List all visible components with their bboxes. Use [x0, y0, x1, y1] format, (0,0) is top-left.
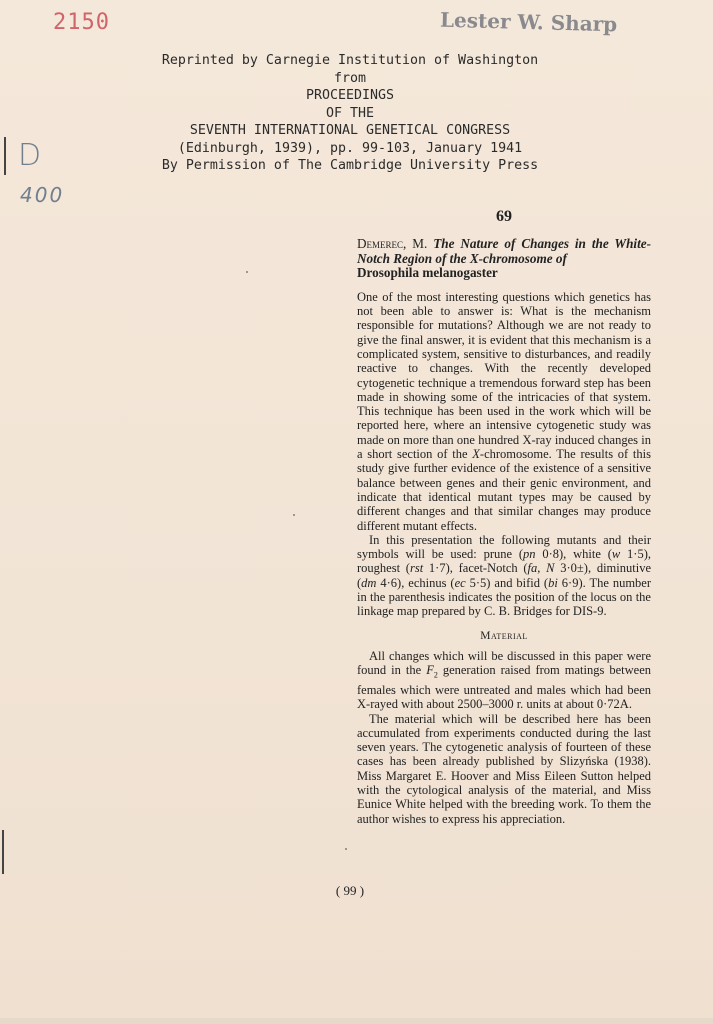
reprint-line: SEVENTH INTERNATIONAL GENETICAL CONGRESS	[189, 123, 511, 138]
owner-name-stamp: Lester W. Sharp	[439, 7, 618, 37]
reprint-notice	[130, 52, 570, 175]
handwritten-number: 400	[20, 183, 65, 207]
reprint-line: Reprinted by Carnegie Institution of Washington	[161, 53, 539, 68]
paragraph-material-2: The material which will be described here has been accumulated from experiments conducted during the last seven years. The cytogenetic analysis of fourteen of these cases has been already published by Slizyńska (1938). Miss Margaret E. Hoover and Miss Eileen Sutton helped with the cytological analysis of the material, and Miss Eunice White helped with the breeding work. To them the author wishes to express his appreciation.	[357, 711, 651, 826]
reprint-line: By Permission of The Cambridge University Press	[161, 158, 539, 173]
margin-mark	[4, 137, 6, 175]
catalog-number-stamp: 2150	[53, 10, 110, 35]
article-body	[357, 290, 651, 826]
reprint-line: (Edinburgh, 1939), pp. 99-103, January 1941	[177, 140, 523, 156]
section-heading-material: Material	[480, 629, 528, 642]
article-heading	[357, 237, 651, 281]
article-page-number: 69	[496, 208, 512, 225]
article-title: The Nature of Changes in the White-Notch Region of the X-chromosome of	[357, 236, 651, 266]
margin-mark	[2, 830, 4, 874]
reprint-line: PROCEEDINGS	[305, 88, 395, 103]
reprint-line: OF THE	[325, 105, 375, 121]
handwritten-letter: D	[18, 138, 42, 173]
paragraph-intro: One of the most interesting questions which genetics has not been able to answer is: What is the mechanism responsible for mutations? Although we are not ready to give the final answer, it is evident that this mechanism is a complicated system, sensitive to disturbances, and readily reactive to changes. With the recently developed cytogenetic technique a tremendous forward step has been made in showing some of the intricacies of that system. This technique has been used in the work which will be reported here, where an intensive cytogenetic study was made on more than one hundred X-ray induced changes in a short section of the X-chromosome. The results of this study give further evidence of the existence of a sensitive balance between genes and their genic environment, and indicate that identical mutant types may be caused by different changes and that similar changes may produce different mutant effects.	[357, 289, 651, 533]
paper-speck	[345, 848, 347, 850]
paper-speck	[246, 271, 248, 273]
paper-speck	[293, 514, 295, 516]
article-author: Demerec, M.	[357, 236, 428, 251]
paragraph-mutants: In this presentation the following mutants and their symbols will be used: prune (pn 0·8), white (w 1·5), roughest (rst 1·7), facet-Notch (fa, N 3·0±), diminutive (dm 4·6), echinus (ec 5·5) and bifid (bi 6·9). The number in the parenthesis indicates the position of the locus on the linkage map prepared by C. B. Bridges for DIS-9.	[357, 532, 652, 619]
paragraph-material-1: All changes which will be discussed in this paper were found in the $F_2$ generation raised from matings between females which were untreated and males which had been X-rayed with about 2500–3000 r. units at about 0·72A.	[357, 648, 651, 712]
page-edge	[0, 1018, 713, 1024]
article-species: Drosophila melanogaster	[357, 265, 498, 281]
reprint-line: from	[333, 70, 367, 86]
folio-page-number: ( 99 )	[335, 883, 365, 898]
article	[357, 208, 651, 826]
